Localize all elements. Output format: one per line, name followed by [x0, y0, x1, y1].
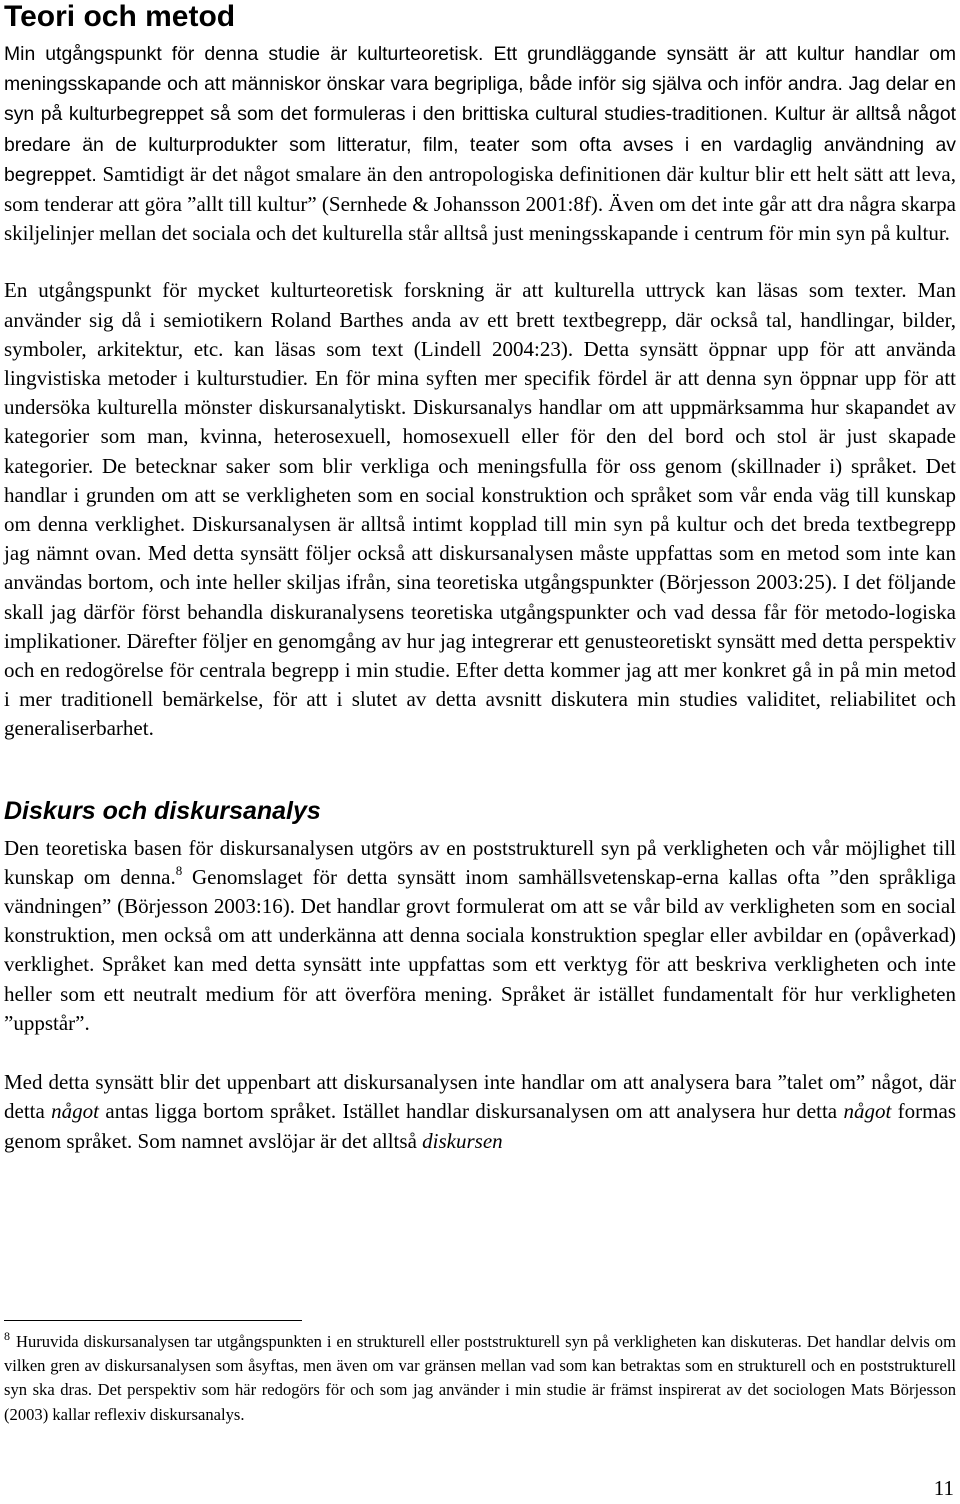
document-page — [4, 0, 956, 1156]
p2-text-2: antas ligga bortom språket. Istället handlar diskursanalysen om att analysera hur detta — [99, 1099, 844, 1124]
section-heading-theory-method: Teori och metod — [4, 0, 236, 33]
paragraph-culture-theory-part-a: Min utgångspunkt för denna studie är kulturteoretisk. Ett grundläggande synsätt är att kultur handlar om meningsskapande och att människor önskar vara begripliga, både inför sig själva och inför andra. Jag delar en syn på kulturbegreppet så som det formuleras i den brittiska cultural studies-traditionen. Kultur är alltså något bredare än de kulturprodukter som litteratur, film, teater som ofta avses i en vardaglig användning av begreppet. — [4, 43, 956, 186]
footnote-text: Huruvida diskursanalysen tar utgångspunkten i en strukturell eller poststrukturell syn på verkligheten kan diskuteras. Det handlar delvis om vilken gren av diskursanalysen som åsyftas, men även om var gränsen mellan vad som kan betraktas som en strukturell och en poststrukturell syn ska dras. Det perspektiv som här redogörs för och som jag använder i min studie är främst inspirerat av det sociologen Mats Börjesson (2003) kallar reflexiv diskursanalys. — [4, 1332, 956, 1424]
footnote-reference[interactable]: 8 — [175, 862, 183, 878]
paragraph-discourse-analysis — [4, 1068, 956, 1156]
paragraph-gap-2 — [4, 1038, 956, 1068]
p2-text-1: Med detta synsätt blir det uppenbart att diskursanalysen inte handlar om att analysera bara ”talet om” något, där detta — [4, 1070, 956, 1124]
p2-italic-2: något — [843, 1099, 892, 1124]
paragraph-culture-theory — [4, 39, 956, 248]
paragraph-text-concept: En utgångspunkt för mycket kulturteoretisk forskning är att kulturella uttryck kan läsas som texter. Man använder sig då i semiotikern Roland Barthes anda av ett brett textbegrepp, där också tal, handlingar, bilder, symboler, arkitektur, etc. kan läsas som text (Lindell 2004:23). Detta synsätt öppnar upp för att använda lingvistiska metoder i kulturstudier. En för mina syften mer specifik fördel är att denna syn öppnar upp för att undersöka kulturella mönster diskursanalytiskt. Diskursanalys handlar om att uppmärksamma hur skapandet av kategorier som man, kvinna, heterosexuell, homosexuell eller för den del bord och stol är just skapade kategorier. De betecknar saker som blir verkliga och meningsfulla för oss genom (skillnader i) språket. Det handlar i grunden om att se verkligheten som en social konstruktion och språket som vår enda väg till kunskap om denna verklighet. Diskursanalysen är alltså intimt kopplad till min syn på kultur och det breda textbegrepp jag nämnt ovan. Med detta synsätt följer också att diskursanalysen måste uppfattas som en metod som inte kan användas bortom, och inte heller skiljas ifrån, sina teoretiska utgångspunkter (Börjesson 2003:25). I det följande skall jag därför först behandla diskuranalysens teoretiska utgångspunkter och vad dessa får för metodo-logiska implikationer. Därefter följer en genomgång av hur jag integrerar ett genusteoretiskt synsätt med detta perspektiv och en redogörelse för centrala begrepp i min studie. Efter detta kommer jag att mer konkret gå in på min metod i mer traditionell bemärkelse, för att i slutet av detta avsnitt diskutera min studies validitet, reliabilitet och generaliserbarhet. — [4, 278, 956, 741]
paragraph-gap — [4, 248, 956, 276]
paragraph-discourse-basis-b: Genomslaget för detta synsätt inom samhällsvetenskap-erna kallas ofta ”den språkliga vändningen” (Börjesson 2003:16). Det handlar grovt formulerat om att se vår bild av verkligheten som en social konstruktion, men också om att underkänna att denna sociala konstruktion speglar eller avbildar en (opåverkad) verklighet. Språket kan med detta synsätt inte uppfattas som ett verktyg för att beskriva verkligheten och inte heller som ett neutralt medium för att överföra mening. Språket är istället fundamentalt för hur verkligheten ”uppstår”. — [4, 864, 956, 1035]
p2-italic-1: något — [51, 1099, 100, 1124]
p2-italic-3: diskursen — [422, 1128, 503, 1153]
paragraph-discourse-basis-a: Den teoretiska basen för diskursanalysen utgörs av en poststrukturell syn på verkligheten och vår möjlighet till kunskap om denna. — [4, 835, 956, 889]
section-gap — [4, 744, 956, 796]
footnote-separator — [4, 1320, 302, 1321]
footnote-number: 8 — [4, 1329, 10, 1343]
paragraph-discourse-basis — [4, 834, 956, 1038]
paragraph-culture-theory-part-b: Samtidigt är det något smalare än den antropologiska definitionen där kultur blir ett helt sätt att leva, som tenderar att göra ”allt till kultur” (Sernhede & Johansson 2001:8f). Även om det inte går att dra några skarpa skiljelinjer mellan det sociala och det kulturella står alltså just meningsskapande i centrum för min syn på kultur. — [4, 161, 956, 246]
section-heading-discourse: Diskurs och diskursanalys — [4, 796, 321, 825]
footnote — [4, 1330, 956, 1427]
page-number: 11 — [933, 1476, 954, 1500]
p2-text-3: formas genom språket. Som namnet avslöjar är det alltså — [4, 1099, 956, 1153]
